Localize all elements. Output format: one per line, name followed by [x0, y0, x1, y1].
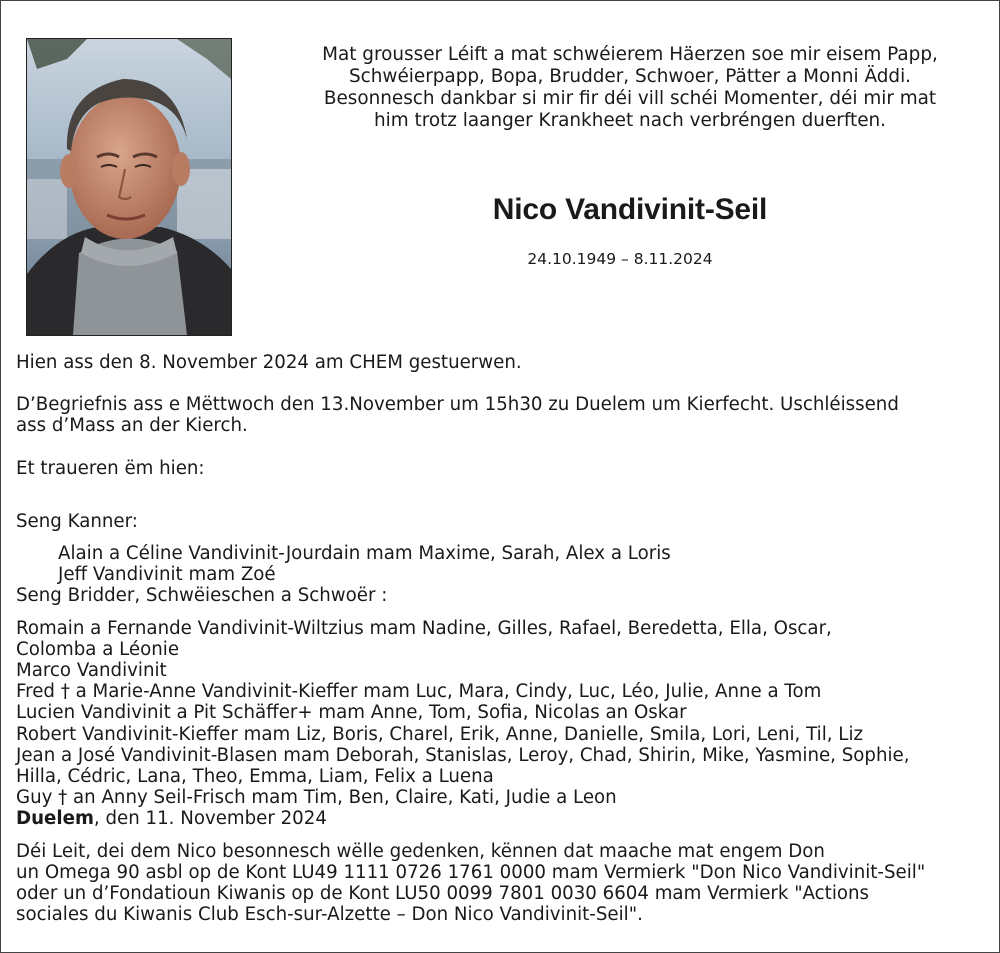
- signature-line: [16, 808, 986, 829]
- deceased-name: Nico Vandivinit-Seil: [492, 193, 768, 226]
- notice-body: [16, 352, 986, 925]
- portrait-photo: [26, 38, 232, 336]
- siblings-line: Hilla, Cédric, Lana, Theo, Emma, Liam, Felix a Luena: [16, 766, 494, 788]
- intro-line: Schwéierpapp, Bopa, Brudder, Schwoer, Pätter a Monni Äddi.: [348, 66, 912, 87]
- death-line: Hien ass den 8. November 2024 am CHEM gestuerwen.: [16, 352, 522, 373]
- siblings-line: Jean a José Vandivinit-Blasen mam Deborah, Stanislas, Leroy, Chad, Shirin, Mike, Yasmine, Sophie,: [16, 744, 910, 766]
- donation-line: Déi Leit, dei dem Nico besonnesch wëlle gedenken, kënnen dat maache mat engem Don: [16, 840, 825, 862]
- life-dates: 24.10.1949 – 8.11.2024: [527, 250, 713, 268]
- intro-message: [300, 44, 960, 132]
- donation-line: sociales du Kiwanis Club Esch-sur-Alzette – Don Nico Vandivinit-Seil".: [16, 904, 643, 926]
- siblings-line: Robert Vandivinit-Kieffer mam Liz, Boris, Charel, Erik, Anne, Danielle, Smila, Lori, Leni, Til, Liz: [16, 723, 864, 745]
- siblings-line: Romain a Fernande Vandivinit-Wiltzius mam Nadine, Gilles, Rafael, Beredetta, Ella, Oscar,: [16, 617, 832, 639]
- donation-line: un Omega 90 asbl op de Kont LU49 1111 0726 1761 0000 mam Vermierk "Don Nico Vandivinit-Seil": [16, 861, 926, 883]
- siblings-line: Fred † a Marie-Anne Vandivinit-Kieffer mam Luc, Mara, Cindy, Luc, Léo, Julie, Anne a Tom: [16, 681, 822, 703]
- siblings-line: Guy † an Anny Seil-Frisch mam Tim, Ben, Claire, Kati, Judie a Leon: [16, 787, 617, 809]
- intro-line: him trotz laanger Krankheet nach verbréngen duerften.: [373, 110, 887, 131]
- donation-line: oder un d’Fondatioun Kiwanis op de Kont LU50 0099 7801 0030 6604 mam Vermierk "Actions: [16, 883, 869, 905]
- funeral-line: ass d’Mass an der Kierch.: [16, 415, 248, 437]
- mourners-intro: Et traueren ëm hien:: [16, 457, 205, 479]
- siblings-heading: Seng Bridder, Schwëieschen a Schwoër :: [16, 585, 388, 607]
- children-line: Alain a Céline Vandivinit-Jourdain mam Maxime, Sarah, Alex a Loris: [58, 543, 671, 565]
- signature-place: Duelem: [16, 808, 94, 830]
- funeral-line: D’Begriefnis ass e Mëttwoch den 13.November um 15h30 zu Duelem um Kierfecht. Uschléissend: [16, 394, 899, 416]
- intro-line: Mat grousser Léift a mat schwéierem Häerzen soe mir eisem Papp,: [322, 44, 938, 65]
- intro-line: Besonnesch dankbar si mir fir déi vill schéi Momenter, déi mir mat: [323, 88, 937, 109]
- children-line: Jeff Vandivinit mam Zoé: [58, 564, 276, 586]
- siblings-line: Colomba a Léonie: [16, 638, 180, 660]
- children-heading: Seng Kanner:: [16, 510, 138, 532]
- siblings-line: Marco Vandivinit: [16, 660, 167, 682]
- siblings-line: Lucien Vandivinit a Pit Schäffer+ mam Anne, Tom, Sofia, Nicolas an Oskar: [16, 702, 687, 724]
- signature-date: , den 11. November 2024: [93, 808, 327, 830]
